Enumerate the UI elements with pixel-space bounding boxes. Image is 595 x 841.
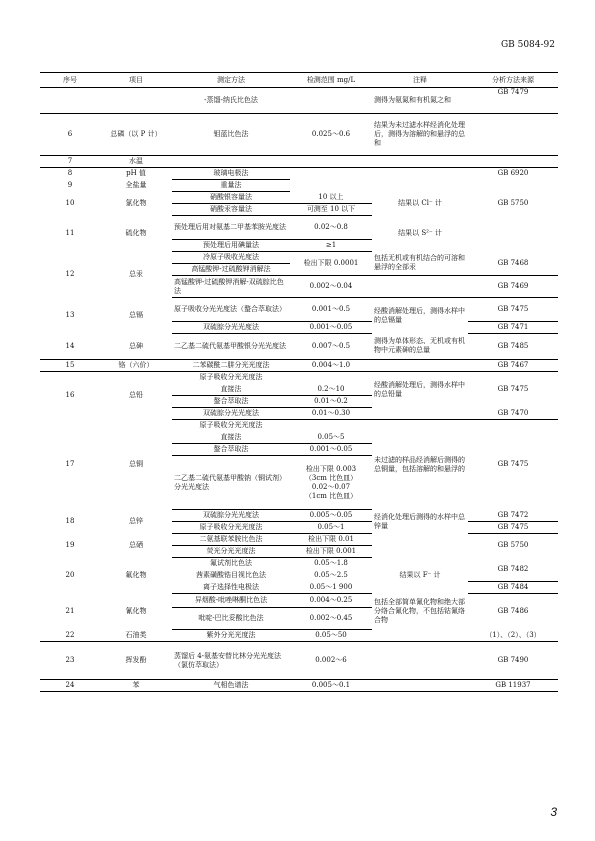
source-cell: GB 7468 [468,252,558,276]
range-line: （3cm 比色皿） [304,473,358,482]
table-row [40,558,558,570]
range-cell: 0.05～1.8 [314,559,348,568]
table-row [40,156,558,168]
item-cell: 总铅 [129,391,143,400]
method-cell: 二苯碳酰二肼分光光度法 [172,360,290,372]
method-cell: 蒸馏后 4-氨基安替比林分光光度法（氯仿萃取法） [172,642,290,680]
analysis-methods-table [40,72,558,692]
method-cell: 螯合萃取法 [172,396,290,408]
item-cell: 挥发酚 [100,642,172,680]
method-cell: 二氨基联苯胺比色法 [172,534,290,546]
table-row [40,298,558,322]
method-cell: 冷原子吸收光度法 [172,252,290,264]
col-header-no: 序号 [40,73,100,88]
note-cell: 结果以 Cl⁻ 计 [398,199,442,207]
source-cell: GB 7484 [468,582,558,594]
row-number: 21 [65,607,75,615]
item-cell: pH 值 [126,169,146,178]
source-cell: GB 7475 [468,522,558,534]
table-row [40,360,558,372]
source-cell: GB 7486 [497,607,529,616]
table-row [40,594,558,608]
note-cell: 包括全部简单氰化物和绝大部分络合氰化物，不包括钴氰络合物 [374,598,465,624]
method-cell: 双硫腙分光光度法 [172,408,290,420]
method-cell: 双硫腙分光光度法 [172,510,290,522]
table-row [40,216,558,240]
item-cell: 全盐量 [125,181,147,189]
range-cell: 0.007～0.5 [290,334,372,360]
table-row [40,168,558,180]
item-cell: 石油类 [100,630,172,642]
method-cell: 气相色谱法 [172,680,290,692]
row-number: 7 [40,156,100,168]
note-cell: 结果以 F⁻ 计 [399,571,441,579]
note-cell: 测得为单体形态、无机或有机物中元素砷的总量 [372,334,468,360]
item-cell: 总铜 [129,460,143,468]
row-number: 16 [65,391,75,400]
row-number: 20 [65,571,75,579]
method-cell: 硝酸银容量法 [172,192,290,204]
range-cell: 0.05～5 [290,432,372,444]
col-header-source: 分析方法来源 [468,73,558,88]
note-cell: 经消化处理后测得的水样中总锌量 [374,512,465,530]
method-cell: 茜素磺酸锆目视比色法 [196,571,266,579]
method-cell: 荧光分光光度法 [172,546,290,558]
table-row [40,534,558,546]
method-cell: 钼蓝比色法 [172,114,290,156]
source-cell: GB 7471 [468,322,558,334]
range-cell: ≥1 [290,240,372,252]
range-line: 检出下限 0.003 [305,464,357,473]
note-cell: 未过滤的样品经消解后测得的总铜量，包括溶解的和悬浮的 [374,455,465,473]
table-row [40,192,558,204]
range-cell: 0.001～0.05 [290,444,372,456]
table-row [40,372,558,384]
source-cell: GB 7475 [497,385,529,394]
source-cell: GB 7479 [468,88,558,114]
row-number: 18 [65,517,75,525]
method-cell: 紫外分光光度法 [172,630,290,642]
range-cell: 0.2～10 [290,384,372,396]
range-cell: 0.025～0.6 [290,114,372,156]
table-row [40,252,558,264]
source-cell: GB 6920 [497,169,529,178]
range-cell: 检出下限 0.01 [290,534,372,546]
table-row [40,334,558,360]
method-cell: 直接法 [172,384,290,396]
table-row [40,420,558,432]
method-cell: 原子吸收分光光度法 [172,522,290,534]
method-cell: 高锰酸钾-过硫酸钾消解-双硫腙比色法 [172,276,290,298]
source-cell: GB 5750 [497,541,529,550]
method-cell: 原子吸收分光光度法（螯合萃取法） [172,298,290,322]
note-cell: 经酸消解处理后，测得水样中的总镉量 [374,306,465,324]
item-cell: 总镉 [129,311,143,319]
source-cell: GB 7482 [468,558,558,582]
note-cell: 经酸消解处理后，测得水样中的总铅量 [374,380,465,398]
table-row [40,88,558,114]
item-cell: 铬（六价） [100,360,172,372]
row-number: 15 [40,360,100,372]
range-cell: 0.005～0.1 [290,680,372,692]
range-cell: 0.05～1 [290,522,372,534]
col-header-item: 项目 [100,73,172,88]
method-cell: -蒸馏-纳氏比色法 [172,88,290,114]
range-line: （1cm 比色皿） [304,491,358,500]
method-cell: 高锰酸钾-过硫酸钾消解法 [172,264,290,276]
table-row [40,114,558,156]
row-number: 23 [40,642,100,680]
range-cell: 检出下限 0.0001 [290,252,372,276]
range-cell: 0.05～1 900 [290,582,372,594]
table-row [40,680,558,692]
table-header-row [40,73,558,88]
row-number: 9 [67,181,73,189]
range-cell: 0.05～2.5 [314,571,348,579]
item-cell: 总汞 [129,270,143,278]
item-cell: 苯 [100,680,172,692]
source-cell: GB 7469 [468,276,558,298]
note-cell: 结果为未过滤水样经消化处理后，测得为溶解的和悬浮的总和 [372,114,468,156]
source-cell: GB 7472 [468,510,558,522]
document-code: GB 5084-92 [500,40,555,50]
method-cell: 原子吸收分光光度法 [199,421,263,430]
range-cell: 0.05～50 [290,630,372,642]
method-cell: 异烟酸-吡唑啉酮比色法 [172,594,290,608]
col-header-note: 注释 [372,73,468,88]
row-number: 11 [65,229,75,237]
table-row [40,630,558,642]
row-number: 6 [40,114,100,156]
range-cell: 0.01～0.2 [290,396,372,408]
method-cell: 预处理后用对氨基二甲基苯胺光度法 [172,216,290,240]
row-number: 22 [40,630,100,642]
method-cell: 重量法 [172,180,290,192]
table-row [40,642,558,680]
range-cell: 0.02～0.8 [290,216,372,240]
range-line: 0.02～0.07 [311,482,351,491]
range-cell: 0.005～0.05 [290,510,372,522]
source-cell: GB 7470 [468,408,558,420]
method-cell: 氟试剂比色法 [210,559,252,568]
row-number: 17 [65,460,75,468]
source-cell: GB 7467 [468,360,558,372]
source-cell: GB 7485 [468,334,558,360]
method-cell: 离子选择性电极法 [172,582,290,594]
range-cell: 0.004～1.0 [290,360,372,372]
source-cell: GB 7475 [468,298,558,322]
item-cell: 总锌 [129,517,143,525]
row-number: 10 [65,199,75,207]
range-cell: 0.002～6 [290,642,372,680]
note-cell: 结果以 S²⁻ 计 [398,229,442,237]
page-number: 3 [550,805,557,819]
source-cell: GB 7475 [497,460,529,469]
item-cell: 总硒 [129,541,143,549]
source-cell: GB 5750 [497,199,529,207]
range-cell: 0.001～0.5 [290,298,372,322]
item-cell: 氯化物 [125,199,147,207]
method-cell: 二乙基二硫代氨基甲酸钠（铜试剂）分光光度法 [172,456,290,510]
method-cell: 螯合萃取法 [172,444,290,456]
item-cell: 硫化物 [125,229,147,237]
note-cell: 包括无机或有机结合的可溶和悬浮的全部汞 [372,252,468,276]
row-number: 12 [65,270,75,278]
range-cell: 可测至 10 以下 [290,204,372,216]
method-cell: 硝酸汞容量法 [172,204,290,216]
range-cell: 0.01～0.30 [290,408,372,420]
range-cell: 0.004～0.25 [290,594,372,608]
item-cell: 水温 [100,156,172,168]
source-cell: （1）、（2）、（3） [468,630,558,642]
range-cell: 0.001～0.05 [290,322,372,334]
range-cell [290,456,372,510]
item-cell: 总砷 [100,334,172,360]
row-number: 14 [40,334,100,360]
col-header-method: 测定方法 [172,73,290,88]
item-cell: 氟化物 [125,571,147,579]
range-cell: 检出下限 0.001 [290,546,372,558]
method-cell: 二乙基二硫代氨基甲酸银分光光度法 [172,334,290,360]
col-header-range: 检测范围 mg/L [290,73,372,88]
range-cell: 0.002～0.45 [290,608,372,630]
method-cell: 双硫腙分光光度法 [172,322,290,334]
method-cell: 吡啶-巴比妥酸比色法 [172,608,290,630]
method-cell: 直接法 [172,432,290,444]
table-row [40,180,558,192]
source-cell: GB 11937 [468,680,558,692]
item-cell: 氰化物 [125,607,147,615]
row-number: 13 [65,311,75,319]
method-cell: 原子吸收分光光度法 [199,373,263,382]
table-row [40,510,558,522]
range-cell: 10 以上 [290,192,372,204]
range-cell: 0.002～0.04 [290,276,372,298]
source-cell: GB 7490 [468,642,558,680]
row-number: 19 [65,541,75,549]
row-number: 8 [67,169,73,178]
method-cell: 预处理后用碘量法 [172,240,290,252]
note-cell: 测得为氨氮和有机氮之和 [372,88,468,114]
method-cell: 玻璃电极法 [172,168,290,180]
item-cell: 总磷（以 P 计） [100,114,172,156]
row-number: 24 [40,680,100,692]
